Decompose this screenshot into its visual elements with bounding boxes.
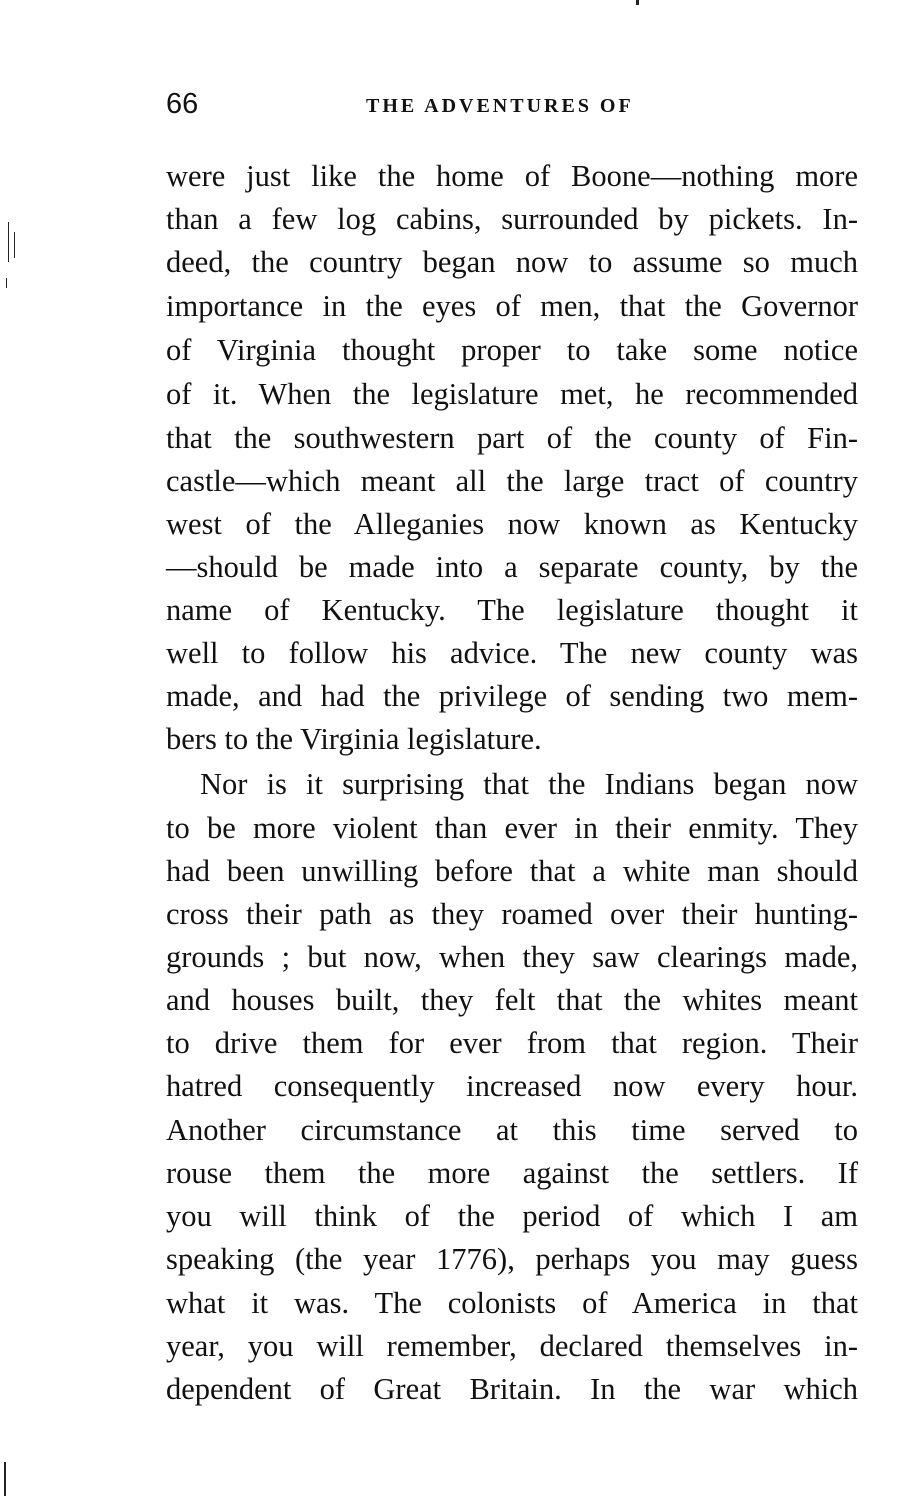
scan-speck	[636, 0, 639, 5]
text-line: grounds ; but now, when they saw clearings made,	[166, 940, 858, 974]
text-line: made, and had the privilege of sending two mem-	[166, 679, 858, 713]
scan-speck	[14, 232, 15, 258]
scan-speck	[6, 278, 7, 288]
text-line: bers to the Virginia legislature.	[166, 722, 542, 756]
text-line: importance in the eyes of men, that the Governor	[166, 289, 858, 323]
text-line: Nor is it surprising that the Indians began now	[200, 767, 858, 801]
text-line: what it was. The colonists of America in that	[166, 1286, 858, 1320]
text-line: hatred consequently increased now every hour.	[166, 1069, 858, 1103]
scan-speck	[4, 1462, 6, 1496]
text-line: than a few log cabins, surrounded by pickets. In-	[166, 202, 858, 236]
text-line: well to follow his advice. The new county was	[166, 636, 858, 670]
text-line: to be more violent than ever in their enmity. They	[166, 811, 858, 845]
text-line: that the southwestern part of the county of Fin-	[166, 421, 858, 455]
text-line: had been unwilling before that a white man should	[166, 854, 858, 888]
scan-speck	[8, 222, 9, 262]
text-line: name of Kentucky. The legislature thought it	[166, 593, 858, 627]
text-line: deed, the country began now to assume so much	[166, 245, 858, 279]
text-line: west of the Alleganies now known as Kentucky	[166, 507, 858, 541]
page-number: 66	[166, 88, 199, 120]
text-line: rouse them the more against the settlers. If	[166, 1156, 858, 1190]
text-line: speaking (the year 1776), perhaps you may guess	[166, 1242, 858, 1276]
text-line: of Virginia thought proper to take some notice	[166, 333, 858, 367]
text-line: —should be made into a separate county, by the	[166, 550, 858, 584]
text-line: you will think of the period of which I am	[166, 1199, 858, 1233]
text-line: to drive them for ever from that region. Their	[166, 1026, 858, 1060]
text-line: and houses built, they felt that the whites meant	[166, 983, 858, 1017]
text-line: were just like the home of Boone—nothing more	[166, 159, 858, 193]
text-line: dependent of Great Britain. In the war which	[166, 1372, 858, 1406]
running-head: THE ADVENTURES OF	[366, 95, 634, 117]
text-line: year, you will remember, declared themselves in-	[166, 1329, 858, 1363]
text-line: castle—which meant all the large tract of country	[166, 464, 858, 498]
text-line: cross their path as they roamed over their hunting-	[166, 897, 858, 931]
text-line: Another circumstance at this time served to	[166, 1113, 858, 1147]
text-line: of it. When the legislature met, he recommended	[166, 377, 858, 411]
